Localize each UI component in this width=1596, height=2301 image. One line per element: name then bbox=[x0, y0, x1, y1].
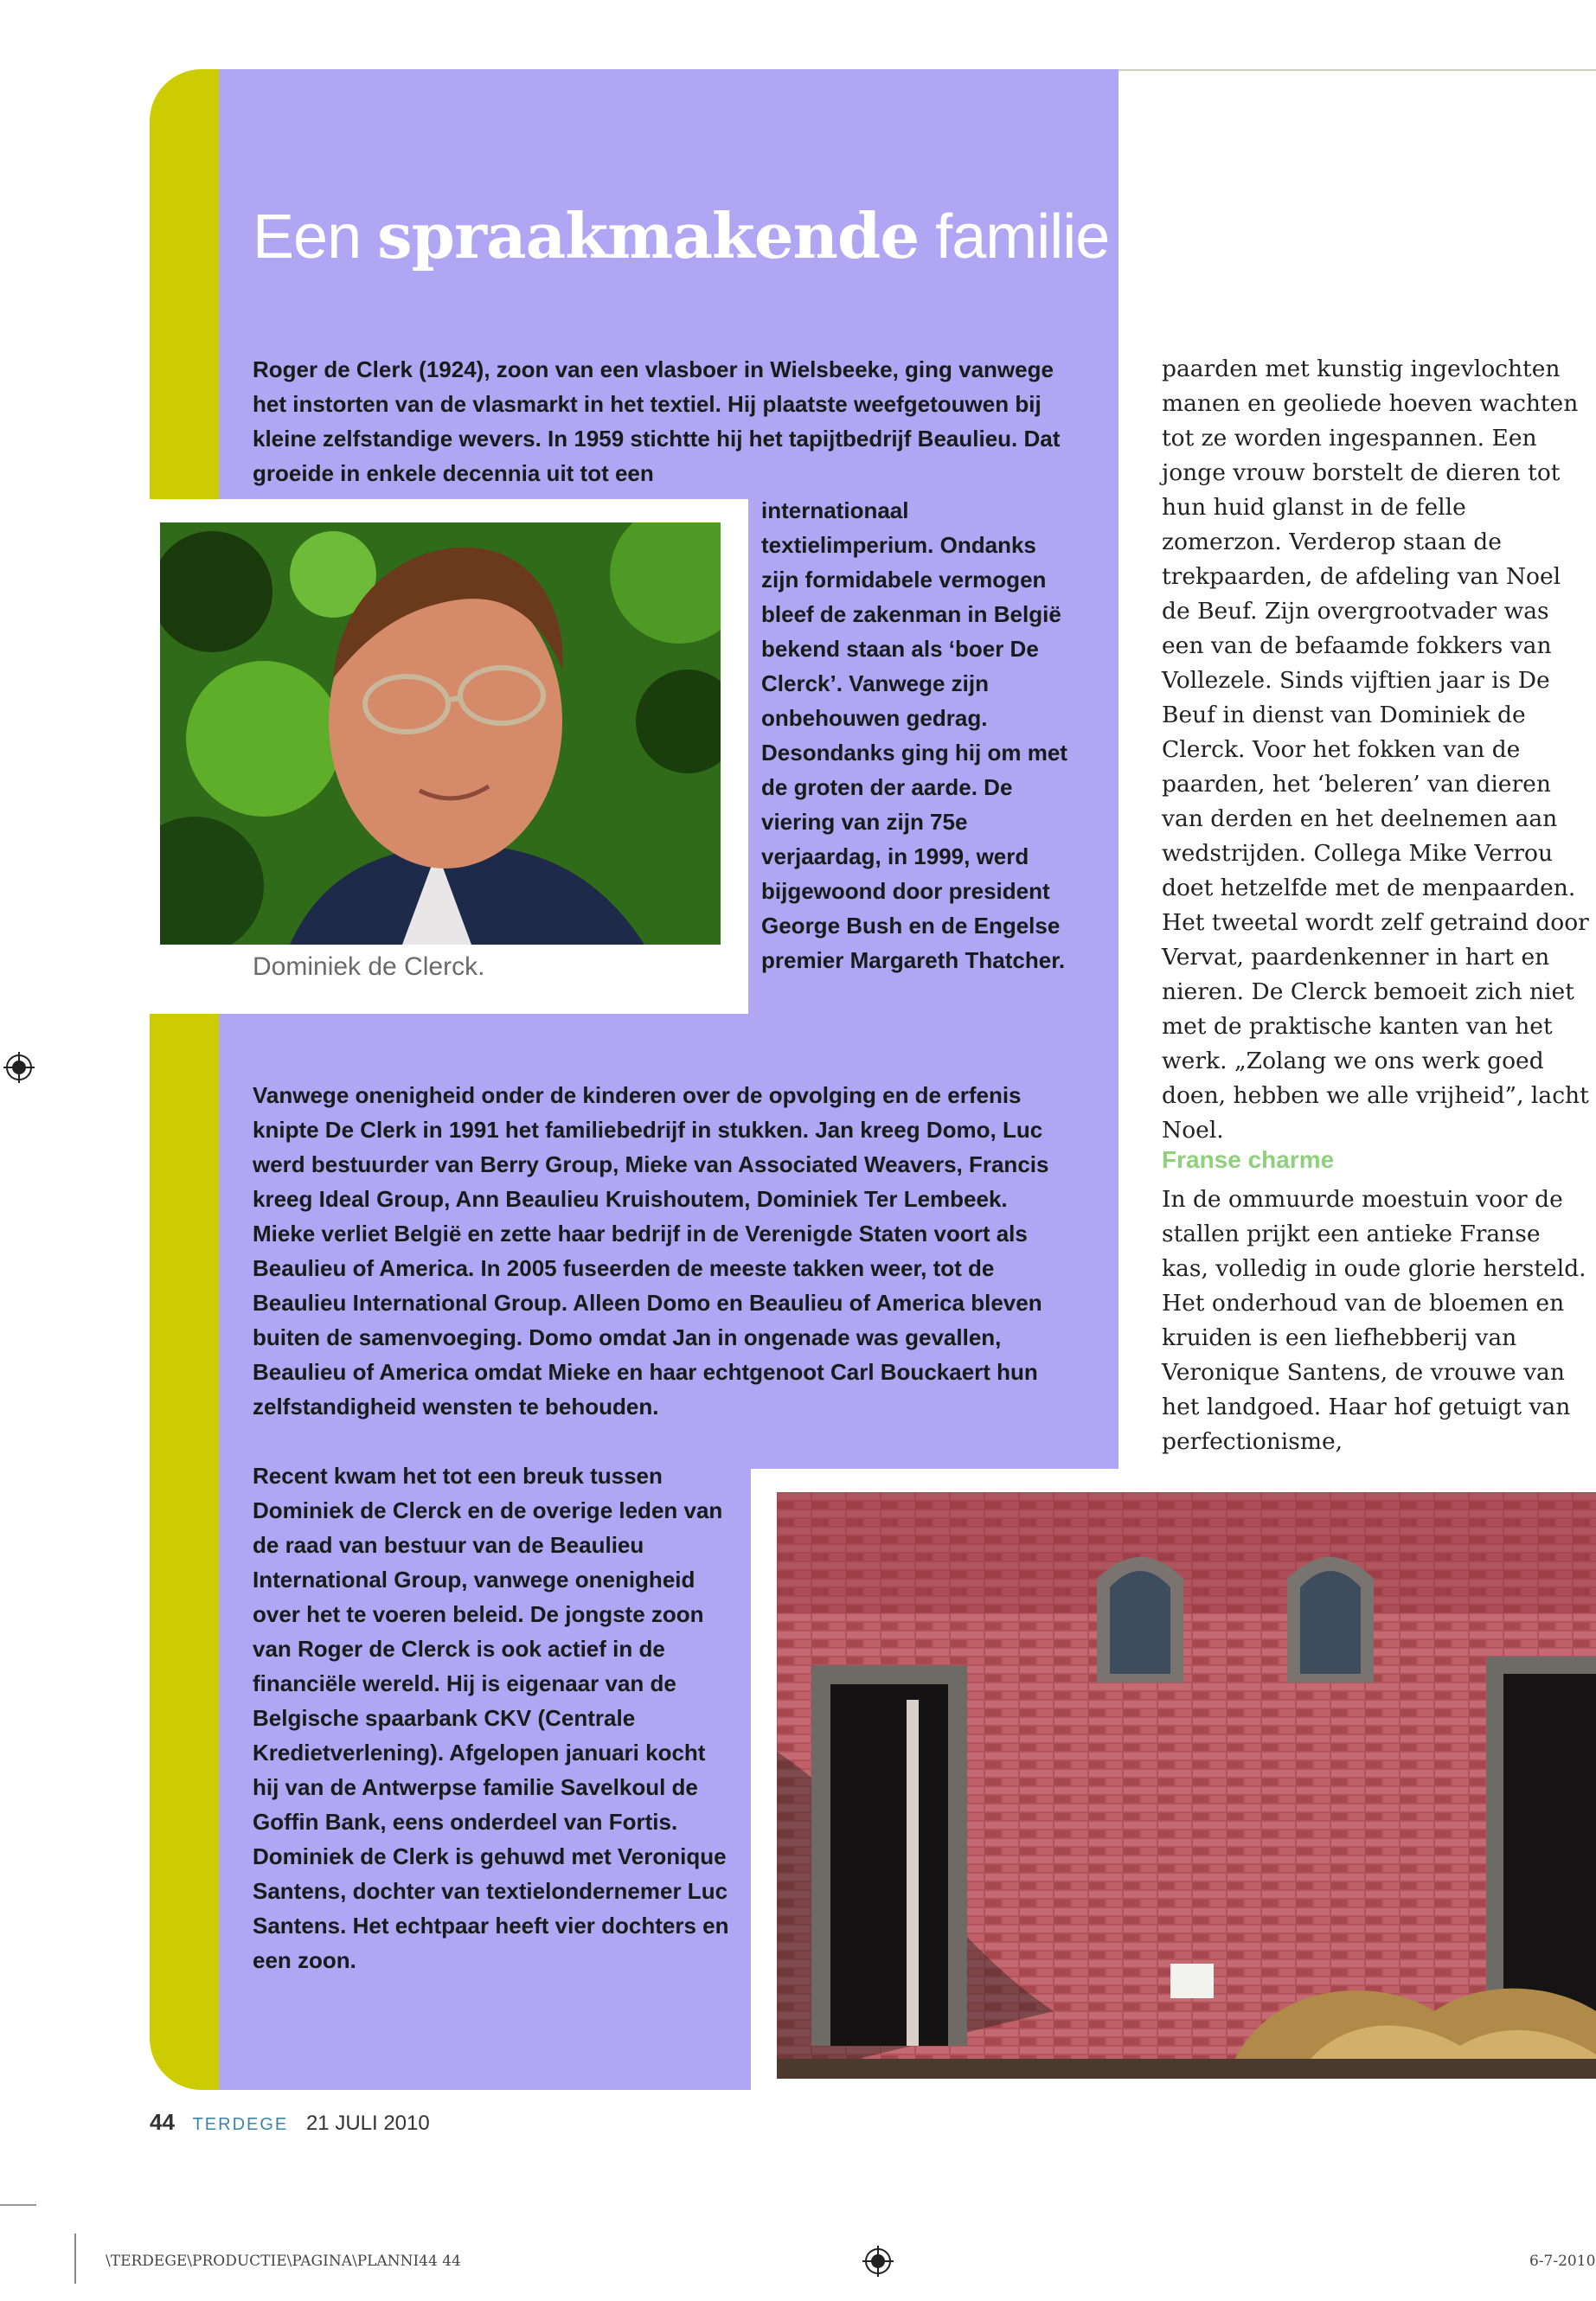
print-date: 6-7-2010 bbox=[1529, 2253, 1596, 2270]
body-paragraph-2: In de ommuurde moestuin voor de stallen prijkt een antieke Franse kas, volledig in oude glorie hersteld. Het onderhoud van de bloemen en kruiden is een liefhebberij van Veronique Santens, de vrouwe van het landgoed. Haar hof getuigt van perfectionisme, bbox=[1162, 1186, 1586, 1455]
sidebar-paragraph-3: Vanwege onenigheid onder de kinderen over de opvolging en de erfenis knipte De Clerk in 1991 het familiebedrijf in stukken. Jan kreeg Domo, Luc werd bestuurder van Berry Group, Mieke van Associated Weavers, Francis kreeg Ideal Group, Ann Beaulieu Kruishoutem, Dominiek Ter Lembeek. Mieke verliet België en zette haar bedrijf in de Verenigde Staten voort als Beaulieu of America. In 2005 fuseerden de meeste takken weer, tot de Beaulieu International Group. Alleen Domo en Beaulieu of America bleven buiten de samenvoeging. Domo omdat Jan in ongenade was gevallen, Beaulieu of America omdat Mieke en haar echtgenoot Carl Bouckaert hun zelfstandigheid wensten te behouden. bbox=[253, 1082, 1049, 1420]
issue-date: 21 JULI 2010 bbox=[305, 2112, 430, 2135]
sidebar-paragraph-2: internationaal textielimperium. Ondanks zijn formidabele vermogen bleef de zakenman in België bekend staan als ‘boer De Clerck’. Vanwege zijn onbehouwen gedrag. Desondanks ging hij om met de groten der aarde. De viering van zijn 75e verjaardag, in 1999, werd bijgewoond door president George Bush en de Engelse premier Margareth Thatcher. bbox=[761, 497, 1067, 973]
title-part-bold: spraakmakende bbox=[377, 199, 920, 272]
sidebar-paragraph-1: Roger de Clerk (1924), zoon van een vlasboer in Wielsbeeke, ging vanwege het instorten van de vlasmarkt in het textiel. Hij plaatste weefgetouwen bij kleine zelfstandige wevers. In 1959 stichtte hij het tapijtbedrijf Beaulieu. Dat groeide in enkele decennia uit tot een bbox=[253, 356, 1061, 486]
stable-wall-photo bbox=[777, 1492, 1596, 2079]
title-part-1: Een bbox=[253, 202, 362, 272]
section-heading: Franse charme bbox=[1162, 1146, 1335, 1173]
portrait-photo bbox=[160, 522, 721, 945]
title-part-2: familie bbox=[935, 202, 1110, 272]
page-footer bbox=[150, 2109, 430, 2136]
print-slug: \TERDEGE\PRODUCTIE\PAGINA\PLANNI44 44 bbox=[106, 2253, 461, 2270]
body-paragraph-1: paarden met kunstig ingevlochten manen en geoliede hoeven wachten tot ze worden ingespannen. Een jonge vrouw borstelt de dieren tot hun huid glanst in de felle zomerzon. Verderop staan de trekpaarden, de afdeling van Noel de Beuf. Zijn overgrootvader was een van de befaamde fokkers van Vollezele. Sinds vijftien jaar is De Beuf in dienst van Dominiek de Clerck. Voor het fokken van de paarden, het ‘beleren’ van dieren van derden en het deelnemen aan wedstrijden. Collega Mike Verrou doet hetzelfde met de menpaarden. Het tweetal wordt zelf getraind door Vervat, paardenkenner in hart en nieren. De Clerck bemoeit zich niet met de praktische kanten van het werk. „Zolang we ons werk goed doen, hebben we alle vrijheid”, lacht Noel. bbox=[1162, 356, 1589, 1144]
article-title bbox=[253, 199, 1109, 272]
photo-caption: Dominiek de Clerck. bbox=[253, 952, 485, 981]
magazine-name: TERDEGE bbox=[192, 2115, 289, 2134]
crop-mark-vertical bbox=[74, 2234, 76, 2284]
crosshair-registration-icon bbox=[3, 1052, 35, 1083]
sidebar-paragraph-4: Recent kwam het tot een breuk tussen Dominiek de Clerck en de overige leden van de raad van bestuur van de Beaulieu International Group, vanwege onenigheid over het te voeren beleid. De jongste zoon van Roger de Clerck is ook actief in de financiële wereld. Hij is eigenaar van de Belgische spaarbank CKV (Centrale Kredietverlening). Afgelopen januari kocht hij van de Antwerpse familie Savelkoul de Goffin Bank, eens onderdeel van Fortis. Dominiek de Clerk is gehuwd met Veronique Santens, dochter van textielondernemer Luc Santens. Het echtpaar heeft vier dochters en een zoon. bbox=[253, 1463, 729, 1973]
accent-bar bbox=[150, 69, 228, 2090]
crosshair-registration-icon bbox=[862, 2246, 894, 2277]
page-number: 44 bbox=[150, 2109, 175, 2135]
crop-mark bbox=[0, 2204, 36, 2206]
